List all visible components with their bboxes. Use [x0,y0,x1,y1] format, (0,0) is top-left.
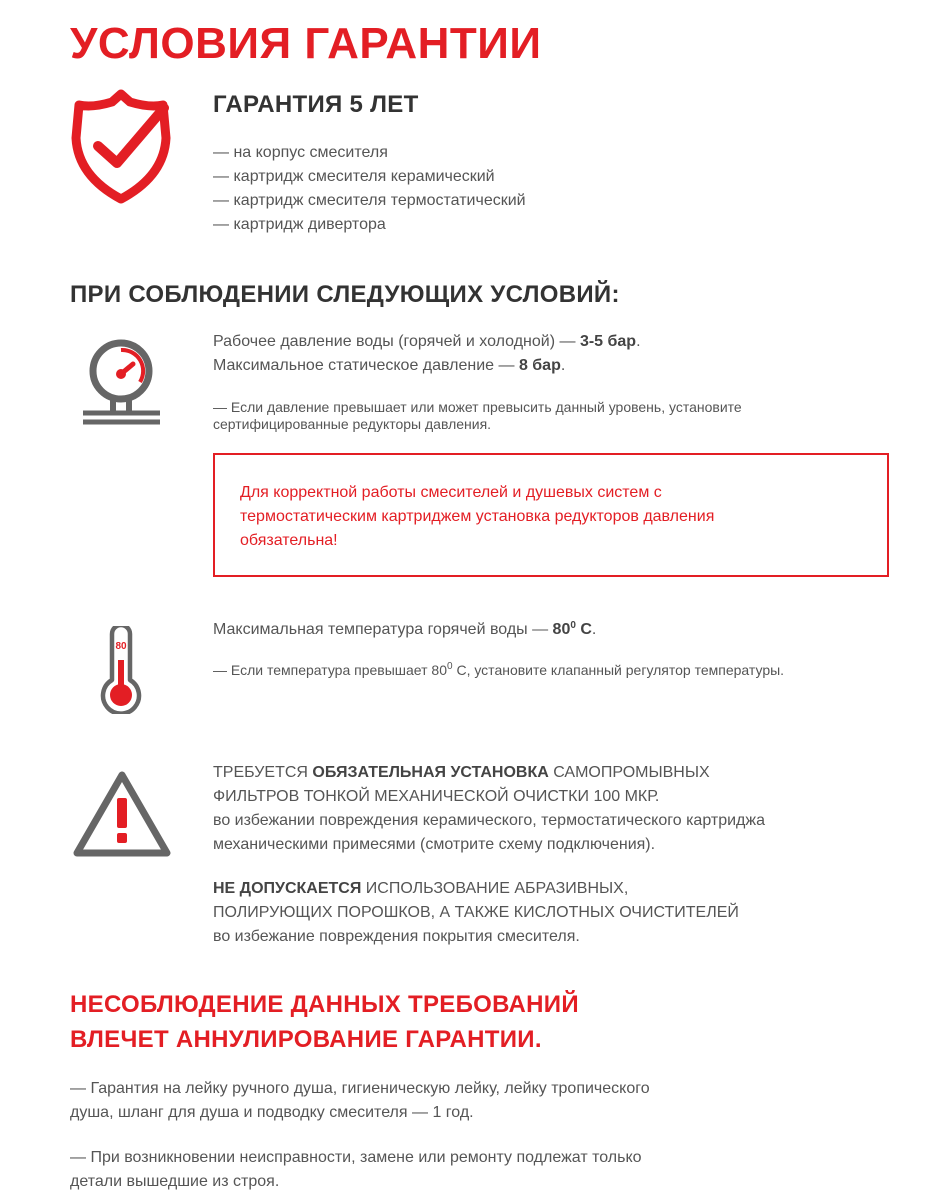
static-pressure-value: 8 бар [518,357,561,374]
footer-paragraph-repair: — При возникновении неисправности, замене или ремонту подлежат только детали вышедшие из строя. [70,1149,642,1190]
warranty-list [213,141,526,237]
working-pressure-line: Рабочее давление воды (горячей и холодной) — 3-5 бар. [213,333,641,350]
temperature-value: $80^0$ С [552,620,592,638]
conditions-heading: ПРИ СОБЛЮДЕНИИ СЛЕДУЮЩИХ УСЛОВИЙ: [70,281,620,308]
working-pressure-value: 3-5 бар [579,333,637,350]
thermometer-icon [98,626,144,714]
warranty-heading: ГАРАНТИЯ 5 ЛЕТ [213,91,419,118]
pressure-note: — Если давление превышает или может превысить данный уровень, установите сертифицированные редукторы давления. [213,399,742,432]
list-item: — картридж смесителя термостатический [213,192,526,209]
filters-paragraph: ТРЕБУЕТСЯ ОБЯЗАТЕЛЬНАЯ УСТАНОВКА САМОПРОМЫВНЫХ ФИЛЬТРОВ ТОНКОЙ МЕХАНИЧЕСКОЙ ОЧИСТКИ 100 МКР. во избежании повреждения керамического, термостатического картриджа механическими примесями (смотрите схему подключения). [213,764,765,853]
warning-icon [72,770,172,858]
pressure-gauge-icon [80,338,164,426]
temperature-note: — Если температура превышает $80^0$ С, установите клапанный регулятор температуры. [213,661,785,678]
pressure-text [213,330,641,378]
list-item: — на корпус смесителя [213,144,388,161]
abrasives-paragraph: НЕ ДОПУСКАЕТСЯ ИСПОЛЬЗОВАНИЕ АБРАЗИВНЫХ, ПОЛИРУЮЩИХ ПОРОШКОВ, А ТАКЖЕ КИСЛОТНЫХ ОЧИСТИТЕЛЕЙ во избежание повреждения покрытия смесителя. [213,880,739,945]
temperature-text: Максимальная температура горячей воды — $80^0$ С. [213,620,597,638]
footer-paragraph-warranty: — Гарантия на лейку ручного душа, гигиеническую лейку, лейку тропического душа, шланг для душа и подводку смесителя — 1 год. [70,1080,650,1121]
shield-check-icon [70,88,172,204]
notice-box [213,453,889,577]
annulment-heading: НЕСОБЛЮДЕНИЕ ДАННЫХ ТРЕБОВАНИЙ ВЛЕЧЕТ АННУЛИРОВАНИЕ ГАРАНТИИ. [70,991,579,1053]
static-pressure-line: Максимальное статическое давление — 8 бар. [213,357,566,374]
page-title: УСЛОВИЯ ГАРАНТИИ [70,19,542,68]
thermometer-label: 80 [115,641,127,652]
list-item: — картридж дивертора [213,216,386,233]
list-item: — картридж смесителя керамический [213,168,495,185]
notice-text: Для корректной работы смесителей и душевых систем с термостатическим картриджем установка редукторов давления обязательна! [240,484,715,549]
